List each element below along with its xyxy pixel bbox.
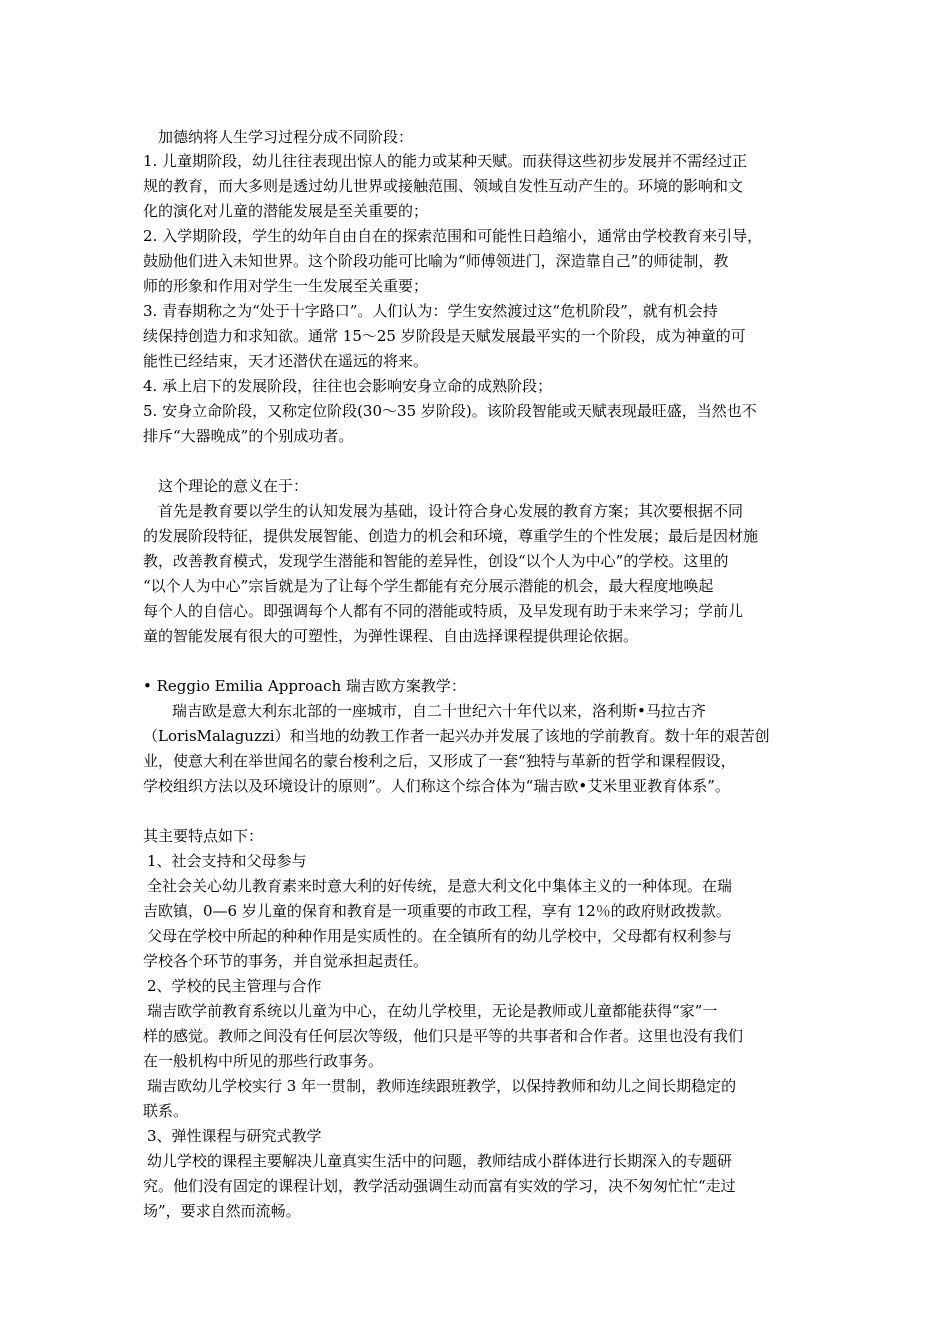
stage-2-line: 师的形象和作用对学生一生发展至关重要； <box>143 277 429 295</box>
feature-2-title: 2、学校的民主管理与合作 <box>147 977 322 995</box>
reggio-heading-row <box>143 676 466 696</box>
bullet-icon: • <box>143 677 152 695</box>
stage-5-line: 排斥“大器晚成”的个别成功者。 <box>143 427 354 445</box>
feature-2-line: 瑞吉欧学前教育系统以儿童为中心，在幼儿学校里，无论是教师或儿童都能获得“家”一 <box>147 1002 718 1020</box>
significance-line: 教，改善教育模式，发现学生潜能和智能的差异性，创设“以个人为中心”的学校。这里的 <box>143 552 729 570</box>
stage-3-line: 续保持创造力和求知欲。通常 15～25 岁阶段是天赋发展最平实的一个阶段，成为神童的可 <box>143 327 746 345</box>
stage-1-line: 化的演化对儿童的潜能发展是至关重要的； <box>143 202 429 220</box>
reggio-heading: Reggio Emilia Approach 瑞吉欧方案教学： <box>156 677 466 695</box>
reggio-line: 学校组织方法以及环境设计的原则”。人们称这个综合体为“瑞吉欧•艾米里亚教育体系”。 <box>143 777 730 795</box>
feature-1-line: 父母在学校中所起的种种作用是实质性的。在全镇所有的幼儿学校中，父母都有权利参与 <box>147 927 733 945</box>
stage-2-line: 2. 入学期阶段，学生的幼年自由自在的探索范围和可能性日趋缩小，通常由学校教育来引导， <box>143 227 763 245</box>
significance-line: 童的智能发展有很大的可塑性，为弹性课程、自由选择课程提供理论依据。 <box>143 627 639 645</box>
reggio-line: 瑞吉欧是意大利东北部的一座城市，自二十世纪六十年代以来，洛利斯•马拉古齐 <box>172 702 706 720</box>
feature-3-line: 场”，要求自然而流畅。 <box>143 1202 301 1220</box>
feature-2-line: 联系。 <box>143 1102 189 1120</box>
significance-line: “以个人为中心”宗旨就是为了让每个学生都能有充分展示潜能的机会，最大程度地唤起 <box>143 577 714 595</box>
stage-1-line: 规的教育，而大多则是透过幼儿世界或接触范围、领域自发性互动产生的。环境的影响和文 <box>143 177 744 195</box>
stages-intro: 加德纳将人生学习过程分成不同阶段： <box>158 128 414 146</box>
significance-line: 的发展阶段特征，提供发展智能、创造力的机会和环境，尊重学生的个性发展；最后是因材施 <box>143 527 759 545</box>
feature-1-title: 1、社会支持和父母参与 <box>147 852 307 870</box>
stage-5-line: 5. 安身立命阶段，又称定位阶段(30～35 岁阶段)。该阶段智能或天赋表现最旺盛，当然也不 <box>143 402 757 420</box>
stage-3-line: 能性已经结束，天才还潜伏在遥远的将来。 <box>143 352 429 370</box>
significance-line: 首先是教育要以学生的认知发展为基础，设计符合身心发展的教育方案；其次要根据不同 <box>158 502 744 520</box>
feature-2-line: 瑞吉欧幼儿学校实行 3 年一贯制，教师连续跟班教学，以保持教师和幼儿之间长期稳定的 <box>147 1077 737 1095</box>
feature-3-line: 幼儿学校的课程主要解决儿童真实生活中的问题，教师结成小群体进行长期深入的专题研 <box>147 1152 733 1170</box>
significance-line: 每个人的自信心。即强调每个人都有不同的潜能或特质，及早发现有助于未来学习；学前儿 <box>143 602 744 620</box>
feature-3-title: 3、弹性课程与研究式教学 <box>147 1127 322 1145</box>
reggio-line: （LorisMalaguzzi）和当地的幼教工作者一起兴办并发展了该地的学前教育。数十年的艰苦创 <box>143 727 770 745</box>
feature-2-line: 在一般机构中所见的那些行政事务。 <box>143 1052 384 1070</box>
feature-2-line: 样的感觉。教师之间没有任何层次等级，他们只是平等的共事者和合作者。这里也没有我们 <box>143 1027 744 1045</box>
stage-2-line: 鼓励他们进入未知世界。这个阶段功能可比喻为“师傅领进门，深造靠自己”的师徒制，教 <box>143 252 729 270</box>
feature-1-line: 吉欧镇，0—6 岁儿童的保育和教育是一项重要的市政工程，享有 12％的政府财政拨款。 <box>143 902 731 920</box>
feature-1-line: 学校各个环节的事务，并自觉承担起责任。 <box>143 952 429 970</box>
feature-1-line: 全社会关心幼儿教育素来时意大利的好传统，是意大利文化中集体主义的一种体现。在瑞 <box>147 877 733 895</box>
features-heading: 其主要特点如下： <box>143 827 264 845</box>
stage-3-line: 3. 青春期称之为“处于十字路口”。人们认为：学生安然渡过这“危机阶段”，就有机会持 <box>143 302 718 320</box>
reggio-line: 业，使意大利在举世闻名的蒙台梭利之后，又形成了一套“独特与革新的哲学和课程假设， <box>143 752 736 770</box>
stage-1-line: 1. 儿童期阶段，幼儿往往表现出惊人的能力或某种天赋。而获得这些初步发展并不需经过正 <box>143 152 748 170</box>
feature-3-line: 究。他们没有固定的课程计划，教学活动强调生动而富有实效的学习，决不匆匆忙忙“走过 <box>143 1177 736 1195</box>
significance-heading: 这个理论的意义在于： <box>158 477 309 495</box>
stage-4-line: 4. 承上启下的发展阶段，往往也会影响安身立命的成熟阶段； <box>143 377 553 395</box>
